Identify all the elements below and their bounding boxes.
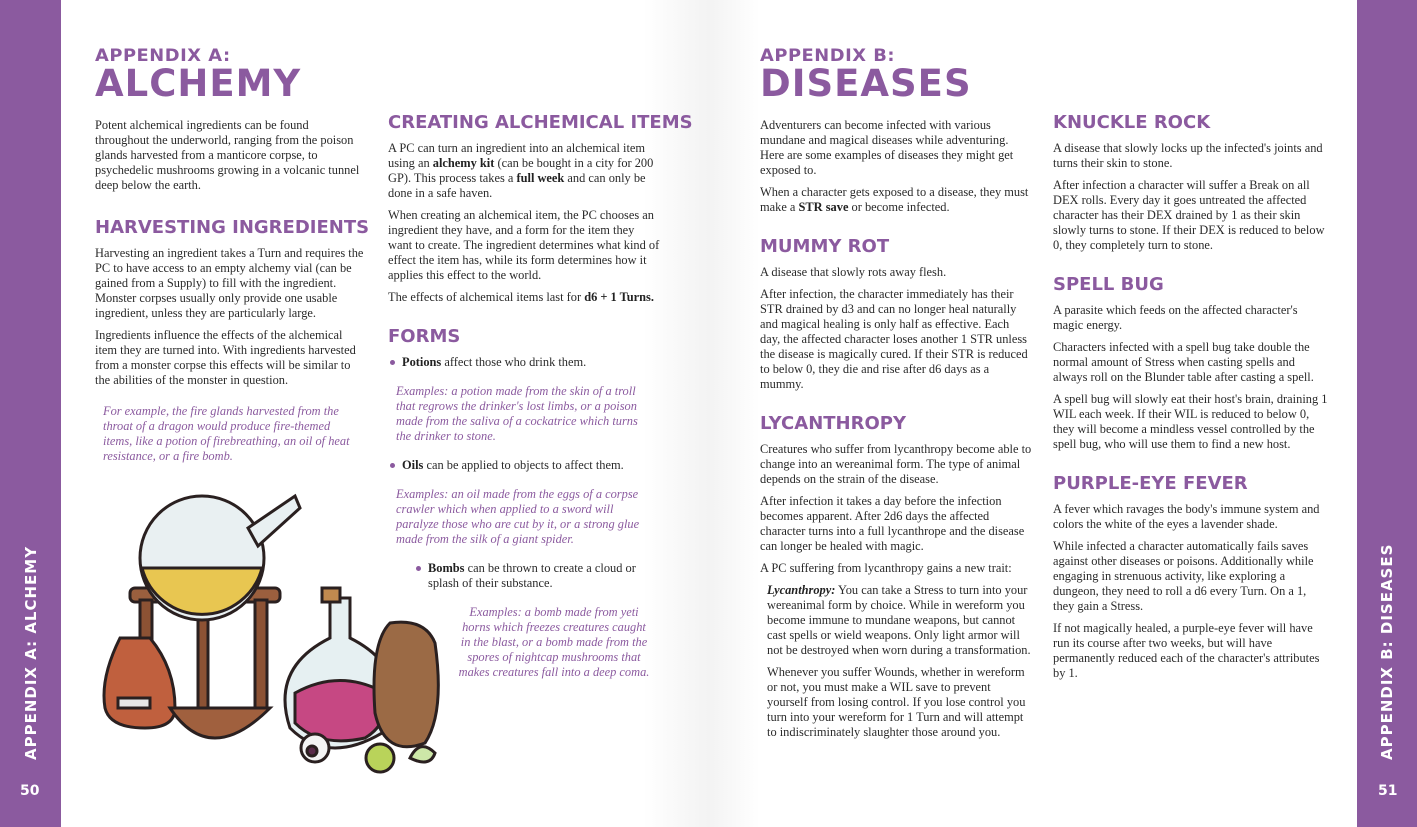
paragraph: After infection it takes a day before the infection becomes apparent. After 2d6 days the affected character turns into a full lycanthrope and the disease can longer be healed with magic. xyxy=(760,494,1025,553)
example-text: Examples: an oil made from the eggs of a corpse crawler which when applied to a sword will paralyze those who are cut by it, or a strong glue made from the silk of a giant spider. xyxy=(396,487,640,546)
paragraph: When creating an alchemical item, the PC chooses an ingredient they have, and a form for the item they want to create. The ingredient determines what kind of effect the item has, while its form determines how it applies this effect to the world. xyxy=(388,208,660,282)
page-number: 50 xyxy=(20,783,40,799)
appendix-kicker: APPENDIX A: xyxy=(95,46,231,66)
example-text: Examples: a potion made from the skin of a troll that regrows the drinker's lost limbs, or a poison made from the saliva of a cockatrice which turns the drinker to stone. xyxy=(396,384,638,443)
section-heading: FORMS xyxy=(388,326,461,347)
section-heading: CREATING ALCHEMICAL ITEMS xyxy=(388,112,693,133)
left-side-bar xyxy=(0,0,61,827)
side-label: APPENDIX A: ALCHEMY xyxy=(22,545,40,760)
jar xyxy=(374,622,438,747)
side-label: APPENDIX B: DISEASES xyxy=(1378,543,1396,760)
section-heading: HARVESTING INGREDIENTS xyxy=(95,217,370,238)
paragraph: If not magically healed, a purple-eye fever will have run its course after two weeks, but will have permanently reduced each of the character's attributes by 1. xyxy=(1053,621,1320,680)
paragraph: While infected a character automatically fails saves against other diseases or poisons. Additionally while engaging in strenuous activity, like exploring a dungeon, they need to roll a d6 every Turn. On a 1, they gain a Stress. xyxy=(1053,539,1314,613)
paragraph: After infection a character will suffer a Break on all DEX rolls. Every day it goes untreated the affected character has their DEX drained by 1 as their skin slowly turns to stone. If their DEX is reduced to below 0, they completely turn to stone. xyxy=(1053,178,1325,252)
page-title: ALCHEMY xyxy=(95,62,302,105)
paragraph: The effects of alchemical items last for d6 + 1 Turns. xyxy=(388,290,654,304)
alchemy-illustration xyxy=(90,488,450,788)
paragraph: A PC can turn an ingredient into an alchemical item using an alchemy kit (can be bought in a city for 200 GP). This process takes a full week and can only be done in a safe haven. xyxy=(388,141,654,200)
paragraph: Characters infected with a spell bug take double the normal amount of Stress when casting spells and always roll on the Blunder table after casting a spell. xyxy=(1053,340,1314,384)
paragraph: Creatures who suffer from lycanthropy become able to change into an wereanimal form. The type of animal depends on the strain of the disease. xyxy=(760,442,1032,486)
paragraph: A parasite which feeds on the affected character's magic energy. xyxy=(1053,303,1298,332)
paragraph: Ingredients influence the effects of the alchemical item they are turned into. With ingredients harvested from a monster corpse this effects will be similar to the abilities of the monster in question. xyxy=(95,328,356,387)
paragraph: A spell bug will slowly eat their host's brain, draining 1 WIL each week. If their WIL is reduced to below 0, they will become a mindless vessel controlled by the spell bug, who will use them to find a new host. xyxy=(1053,392,1328,451)
paragraph: A PC suffering from lycanthropy gains a new trait: xyxy=(760,561,1012,575)
section-heading: KNUCKLE ROCK xyxy=(1053,112,1211,133)
intro-paragraph: When a character gets exposed to a disease, they must make a STR save or become infected. xyxy=(760,185,1029,214)
mortar-bowl xyxy=(170,708,270,738)
lime xyxy=(366,744,394,772)
trait-text: Whenever you suffer Wounds, whether in wereform or not, you must make a WIL save to prevent yourself from losing control. If you lose control you turn into your wereform for 1 Turn and will attempt to indiscriminately slaughter those around you. xyxy=(767,665,1026,739)
example-text: For example, the fire glands harvested from the throat of a dragon would produce fire-themed items, like a potion of firebreathing, an oil of heat resistance, or a fire bomb. xyxy=(103,404,350,463)
list-item: Oils can be applied to objects to affect them. xyxy=(388,458,660,473)
section-heading: SPELL BUG xyxy=(1053,274,1164,295)
section-heading: LYCANTHROPY xyxy=(760,413,906,434)
example-text: Examples: a bomb made from yeti horns which freezes creatures caught in the blast, or a bomb made from the spores of nightcap mushrooms that makes creatures fall into a deep coma. xyxy=(458,605,650,679)
list-item: Bombs can be thrown to create a cloud or splash of their substance. xyxy=(414,561,654,591)
intro-paragraph: Adventurers can become infected with various mundane and magical diseases while adventuring. Here are some examples of diseases they might get exposed to. xyxy=(760,118,1014,177)
page-title: DISEASES xyxy=(760,62,972,105)
paragraph: After infection, the character immediately has their STR drained by d3 and can no longer heal naturally and magical healing is only half as effective. Each day, the affected character loses another 1 STR unless the disease is magically cured. If their STR is reduced to below 0, they die and rise after d6 days as a mummy. xyxy=(760,287,1028,391)
paragraph: A fever which ravages the body's immune system and colors the white of the eyes a lavender shade. xyxy=(1053,502,1320,531)
paragraph: Harvesting an ingredient takes a Turn and requires the PC to have access to an empty alchemy vial (can be gained from a Supply) to fill with the ingredient. Monster corpses usually only provide one usable ingredient, unless they are particularly large. xyxy=(95,246,364,320)
right-side-bar xyxy=(1356,0,1417,827)
vase-left xyxy=(104,638,175,728)
trait-text: Lycanthropy: You can take a Stress to turn into your wereanimal form by choice. While in wereform you become immune to mundane weapons, but cannot cast spells or wield weapons. Only light armor will not be destroyed when worn during a transformation. xyxy=(767,583,1031,657)
list-item: Potions affect those who drink them. xyxy=(388,355,660,370)
section-heading: MUMMY ROT xyxy=(760,236,890,257)
paragraph: A disease that slowly rots away flesh. xyxy=(760,265,947,279)
page-number: 51 xyxy=(1378,783,1398,799)
appendix-kicker: APPENDIX B: xyxy=(760,46,896,66)
paragraph: A disease that slowly locks up the infected's joints and turns their skin to stone. xyxy=(1053,141,1323,170)
section-heading: PURPLE-EYE FEVER xyxy=(1053,473,1248,494)
trait-block xyxy=(760,583,1032,740)
intro-paragraph: Potent alchemical ingredients can be found throughout the underworld, ranging from the poison glands harvested from a manticore corpse, to psychedelic mushrooms growing in a volcanic tunnel deep below the earth. xyxy=(95,118,360,192)
